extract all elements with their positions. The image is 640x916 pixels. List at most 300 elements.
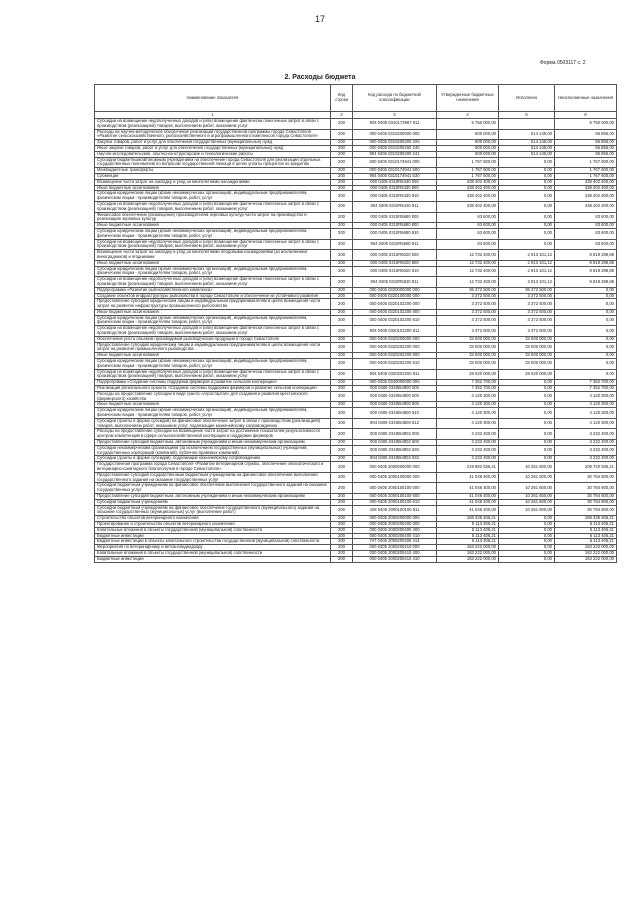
row-name: Субсидии юридическим лицам (кроме некоммерческих организаций), индивидуальным предпринимателям, физическим лицам - производителям товаров, работ, услуг [95,266,331,277]
row-approved: 4 120 300,00 [437,402,499,408]
row-budget-code: 904 0405 0320102200 811 [353,326,437,337]
row-approved: 83 600,00 [437,228,499,239]
row-approved: 33 000 000,00 [437,342,499,353]
row-line-code: 200 [331,499,353,505]
row-executed: 2 913 101,12 [499,250,555,261]
row-line-code: 200 [331,550,353,556]
column-number: 2 [331,112,353,119]
row-approved: 36 372 500,00 [437,287,499,293]
row-approved: 3 372 500,00 [437,293,499,299]
table-header-row [95,85,617,112]
row-unexecuted: 7 352 700,00 [555,380,617,386]
table-row [95,266,617,277]
table-row [95,369,617,380]
row-name: Капитальные вложения в объекты государственной (муниципальной) собственности [95,527,331,533]
row-budget-code: 000 0405 2000200410 400 [353,550,437,556]
row-budget-code: 000 0405 034I554802 600 [353,440,437,446]
budget-expenses-table [94,84,617,563]
row-executed: 514 145,00 [499,145,555,151]
row-name: Предоставление субсидий бюджетным, автономным учреждениям и иным некоммерческим организациям [95,440,331,446]
table-row [95,315,617,326]
row-budget-code: 000 0405 0320202200 000 [353,342,437,353]
row-name: Субсидии на возмещение недополученных доходов и (или) возмещение фактически понесенных затрат в связи с производством (реализацией) товаров, выполнением работ, оказанием услуг [95,369,331,380]
row-name: Иные бюджетные ассигнования [95,402,331,408]
row-approved: 4 120 300,00 [437,408,499,419]
row-budget-code: 000 0405 2000100100 610 [353,499,437,505]
row-unexecuted: 85 855,00 [555,145,617,151]
row-executed: 3 372 500,00 [499,309,555,315]
row-unexecuted: 5 113 406,21 [555,533,617,539]
row-line-code: 200 [331,359,353,370]
row-approved: 3 372 500,00 [437,299,499,310]
row-unexecuted: 5 113 406,21 [555,527,617,533]
row-budget-code: 000 0405 0310R5430 800 [353,185,437,191]
row-approved: 3 372 500,00 [437,326,499,337]
row-name: Иные бюджетные ассигнования [95,309,331,315]
row-executed: 0,00 [499,391,555,402]
row-name: Субсидии бюджетным учреждениям на финансовое обеспечение государственного (муниципального) задания на оказание государственных (муниципальных) услуг (выполнение работ) [95,505,331,516]
row-unexecuted: 438 402 400,00 [555,185,617,191]
row-unexecuted: 209 720 936,21 [555,462,617,473]
row-executed: 0,00 [499,456,555,462]
row-budget-code: 904 0405 0310R5680 811 [353,239,437,250]
column-number: 6 [555,112,617,119]
row-name: Мероприятия по ветеринарному и ветсанэпиднадзору [95,545,331,551]
table-row [95,445,617,456]
row-budget-code: 000 0405 2000200400 400 [353,527,437,533]
row-name: Субсидии юридическим лицам (кроме некоммерческих организаций), индивидуальным предпринимателям, физическим лицам - производителям товаров, работ, услуг [95,315,331,326]
row-approved: 168 335 406,21 [437,516,499,522]
row-line-code: 200 [331,472,353,483]
row-executed: 3 372 500,00 [499,315,555,326]
row-executed: 0,00 [499,185,555,191]
row-name: Субсидии (гранты в форме субсидий), подлежащие казначейскому сопровождению [95,456,331,462]
row-approved: 438 402 400,00 [437,191,499,202]
row-unexecuted: 9 819 298,88 [555,250,617,261]
row-executed: 3 372 500,00 [499,326,555,337]
row-budget-code: 747 0405 2000200400 414 [353,539,437,545]
row-executed: 0,00 [499,212,555,223]
table-row [95,418,617,429]
row-unexecuted: 9 819 298,88 [555,277,617,288]
row-unexecuted: 168 335 406,21 [555,516,617,522]
row-approved: 163 222 000,00 [437,556,499,562]
row-unexecuted: 30 784 800,00 [555,493,617,499]
row-line-code: 200 [331,408,353,419]
row-unexecuted: 3 232 400,00 [555,456,617,462]
row-unexecuted: 0,00 [555,299,617,310]
row-name: Подпрограмма «Развитие рыбохозяйственного комплекса» [95,287,331,293]
row-unexecuted: 9 819 298,88 [555,260,617,266]
row-executed: 0,00 [499,179,555,185]
row-unexecuted: 163 222 000,00 [555,545,617,551]
row-line-code: 200 [331,386,353,392]
row-unexecuted: 3 232 400,00 [555,440,617,446]
row-name: Закупка товаров, работ и услуг для обеспечения государственных (муниципальных) нужд [95,140,331,146]
row-executed: 2 913 101,12 [499,277,555,288]
row-name: Субсидии юридическим лицам (кроме некоммерческих организаций), индивидуальным предпринимателям, физическим лицам - производителям товаров, работ, услуг [95,408,331,419]
row-name: Предоставление субсидий юридическим лицам и индивидуальным предпринимателям в целях возмещения части затрат на развитие промышленного рыбоводства [95,342,331,353]
row-name: Предоставление субсидий бюджетным, автономным учреждениям и иным некоммерческим организациям [95,493,331,499]
row-line-code: 200 [331,223,353,229]
row-approved: 7 352 700,00 [437,380,499,386]
row-executed: 3 372 500,00 [499,299,555,310]
row-unexecuted: 5 750 000,00 [555,119,617,130]
row-executed: 33 000 000,00 [499,336,555,342]
row-name: Реализация регионального проекта «Создание системы поддержки фермеров и развитие сельской кооперации» [95,386,331,392]
row-unexecuted: 4 120 300,00 [555,391,617,402]
row-name: Субсидии на возмещение недополученных доходов и (или) возмещение фактически понесенных затрат в связи с производством (реализацией) товаров, выполнением работ, оказанием услуг [95,326,331,337]
row-approved: 3 372 500,00 [437,315,499,326]
row-approved: 33 000 000,00 [437,336,499,342]
row-approved: 29 020 000,00 [437,369,499,380]
row-budget-code: 000 0405 0310200200 240 [353,145,437,151]
row-line-code: 200 [331,179,353,185]
row-line-code: 200 [331,239,353,250]
row-approved: 41 046 400,00 [437,505,499,516]
table-row [95,472,617,483]
row-budget-code: 000 0405 0310R5430 810 [353,191,437,202]
row-budget-code: 000 0405 0310R5430 000 [353,179,437,185]
row-executed: 0,00 [499,380,555,386]
row-executed: 0,00 [499,516,555,522]
row-name: Расходы на научно-методическое обеспечение реализации государственной программы города Севастополя «Развитие сельскохозяйственного, рыбохозяйственного и агропромышленного комплексов города Севастополя» [95,129,331,140]
table-row [95,462,617,473]
row-executed: 0,00 [499,521,555,527]
row-line-code: 200 [331,260,353,266]
table-body [95,119,617,563]
table-row [95,326,617,337]
row-name: Обеспечение роста объемов производимой рыбоводческой продукции в городе Севастополе [95,336,331,342]
column-number: 3 [353,112,437,119]
row-line-code: 200 [331,402,353,408]
row-executed: 0,00 [499,539,555,545]
column-number: 5 [499,112,555,119]
row-budget-code: 000 0405 034I554802 000 [353,429,437,440]
form-code: Форма 0503117 с. 2 [540,60,586,66]
page-number: 17 [314,14,325,24]
row-line-code: 200 [331,145,353,151]
table-row [95,129,617,140]
table-row [95,239,617,250]
row-name: Иные закупки товаров, работ и услуг для обеспечения государственных (муниципальных) нужд [95,145,331,151]
row-budget-code: 000 0405 034I554800 800 [353,402,437,408]
row-executed: 0,00 [499,556,555,562]
row-approved: 163 222 000,00 [437,550,499,556]
row-approved: 438 402 400,00 [437,179,499,185]
row-line-code: 200 [331,129,353,140]
row-budget-code: 000 0405 0310R5020 800 [353,260,437,266]
row-unexecuted: 0,00 [555,359,617,370]
row-budget-code: 000 0405 2000100100 000 [353,483,437,494]
row-name: Субсидии на возмещение недополученных доходов и (или) возмещение фактически понесенных затрат в связи с производством (реализацией) товаров, выполнением работ, оказанием услуг [95,201,331,212]
row-line-code: 200 [331,287,353,293]
row-budget-code: 000 0405 2000100100 600 [353,493,437,499]
column-number: 4 [437,112,499,119]
row-unexecuted: 83 600,00 [555,212,617,223]
row-executed: 0,00 [499,408,555,419]
row-name: Субсидии юридическим лицам (кроме некоммерческих организаций), индивидуальным предпринимателям, физическим лицам - производителям товаров, работ, услуг [95,191,331,202]
table-row [95,119,617,130]
row-budget-code: 904 0405 0310R5430 811 [353,201,437,212]
row-budget-code: 904 0405 0310174941 530 [353,173,437,179]
table-row [95,250,617,261]
row-executed: 0,00 [499,402,555,408]
row-budget-code: 000 0405 2000100000 000 [353,472,437,483]
row-name: Субсидии юридическим лицам (кроме некоммерческих организаций), индивидуальным предпринимателям, физическим лицам - производителям товаров, работ, услуг [95,359,331,370]
row-budget-code: 904 0405 0310172987 811 [353,119,437,130]
row-executed [499,119,555,130]
row-name: Расходы на предоставление субсидии на возмещение части затрат на достижение показателей результативности центром компетенций в сфере сельскохозяйственной кооперации и поддержки фермеров [95,429,331,440]
table-row [95,299,617,310]
table-row [95,429,617,440]
row-unexecuted: 30 784 800,00 [555,472,617,483]
row-approved: 5 113 406,21 [437,521,499,527]
row-unexecuted: 163 222 000,00 [555,550,617,556]
row-line-code: 200 [331,336,353,342]
row-unexecuted: 0,00 [555,369,617,380]
row-executed: 0,00 [499,418,555,429]
row-executed: 0,00 [499,445,555,456]
section-title: 2. Расходы бюджета [284,74,356,81]
row-line-code: 200 [331,516,353,522]
row-executed: 0,00 [499,440,555,446]
row-approved: 163 222 000,00 [437,545,499,551]
row-executed: 33 000 000,00 [499,359,555,370]
row-line-code: 200 [331,539,353,545]
row-line-code: 200 [331,315,353,326]
row-budget-code: 000 0405 0310R5680 810 [353,228,437,239]
row-approved: 3 232 400,00 [437,445,499,456]
row-budget-code: 000 0405 0310R5020 000 [353,250,437,261]
row-executed: 514 145,00 [499,140,555,146]
row-line-code: 200 [331,429,353,440]
row-budget-code: 000 0405 0310200000 000 [353,129,437,140]
row-line-code: 200 [331,299,353,310]
row-approved: 7 352 700,00 [437,386,499,392]
row-unexecuted: 438 402 400,00 [555,179,617,185]
row-name: Иные бюджетные ассигнования [95,260,331,266]
row-line-code: 200 [331,353,353,359]
row-approved: 3 232 400,00 [437,456,499,462]
row-budget-code: 000 0405 0320100000 000 [353,293,437,299]
row-approved: 600 000,00 [437,140,499,146]
row-name: Научно-исследовательские, опытно-конструкторские и технологические работы [95,151,331,157]
row-executed: 0,00 [499,173,555,179]
table-row [95,201,617,212]
row-approved: 4 120 300,00 [437,391,499,402]
row-approved: 12 732 400,00 [437,277,499,288]
row-line-code: 200 [331,342,353,353]
row-approved: 1 767 600,00 [437,173,499,179]
row-approved: 1 767 600,00 [437,168,499,174]
row-budget-code: 000 0405 2000200000 000 [353,516,437,522]
row-unexecuted: 5 113 406,21 [555,521,617,527]
row-executed: 0,00 [499,545,555,551]
row-unexecuted: 83 600,00 [555,223,617,229]
row-unexecuted: 0,00 [555,326,617,337]
row-name: Проектирование и строительство объектов ветеринарного назначения [95,521,331,527]
row-unexecuted: 1 767 600,00 [555,157,617,168]
column-number: 1 [95,112,331,119]
row-unexecuted: 3 232 400,00 [555,429,617,440]
row-executed: 0,00 [499,527,555,533]
row-approved: 83 600,00 [437,223,499,229]
row-executed: 10 261 600,00 [499,462,555,473]
row-line-code: 200 [331,157,353,168]
row-budget-code: 904 0405 0310R5020 811 [353,277,437,288]
table-row [95,212,617,223]
row-unexecuted: 85 855,00 [555,129,617,140]
row-budget-code: 000 0405 2000000000 000 [353,462,437,473]
row-budget-code: 000 0405 0310R5020 810 [353,266,437,277]
row-budget-code: 000 0405 0320102200 000 [353,299,437,310]
row-approved: 5 113 406,21 [437,527,499,533]
row-name: Предоставление субсидий юридическим лицам и индивидуальным предпринимателям в целях возмещения части затрат на развитие инфраструктуры промышленного рыболовства [95,299,331,310]
row-unexecuted: 0,00 [555,309,617,315]
row-line-code: 200 [331,445,353,456]
row-unexecuted: 438 402 400,00 [555,201,617,212]
row-name: Бюджетные инвестиции [95,533,331,539]
row-executed: 0,00 [499,223,555,229]
row-budget-code: 904 0405 0310200200 241 [353,151,437,157]
header-approved: Утвержденные бюджетные назначения [437,85,499,112]
row-unexecuted: 3 232 400,00 [555,445,617,456]
row-approved: 12 732 400,00 [437,250,499,261]
row-unexecuted: 0,00 [555,293,617,299]
row-budget-code: 000 0405 0310174941 500 [353,168,437,174]
row-name: Субсидии на возмещение недополученных доходов и (или) возмещение фактически понесенных затрат в связи с производством (реализацией) товаров, выполнением работ, оказанием услуг [95,239,331,250]
row-name: Субсидии бюджетным учреждениям [95,499,331,505]
row-approved: 33 000 000,00 [437,359,499,370]
row-approved: 41 046 400,00 [437,499,499,505]
header-executed: Исполнено [499,85,555,112]
row-line-code: 200 [331,173,353,179]
table-row [95,483,617,494]
row-budget-code: 000 0405 0310200200 200 [353,140,437,146]
row-name: Бюджетные инвестиции в объекты капитального строительства государственной (муниципальной) собственности [95,539,331,545]
row-name: Возмещение части затрат на закладку и уход за многолетними плодовыми насаждениями (за исключением виноградников) и ягодниками [95,250,331,261]
row-budget-code: 000 0405 0310R5680 000 [353,212,437,223]
table-row [95,408,617,419]
row-line-code: 200 [331,228,353,239]
table-row [95,505,617,516]
row-unexecuted: 83 600,00 [555,228,617,239]
row-approved: 83 600,00 [437,239,499,250]
header-line-code: Код строки [331,85,353,112]
row-executed: 0,00 [499,168,555,174]
row-name: Субсидии бюджетным учреждениям на финансовое обеспечение выполнения государственного задания на оказание государственных услуг [95,483,331,494]
row-name: Субсидии (гранты в форме субсидий) на финансовое обеспечение затрат в связи с производством (реализацией) товаров, выполнением работ, оказанием услуг, подлежащие казначейскому сопровождению [95,418,331,429]
row-budget-code: 000 0405 034I554802 630 [353,445,437,456]
row-line-code: 200 [331,533,353,539]
row-executed: 0,00 [499,228,555,239]
row-approved: 219 982 536,21 [437,462,499,473]
row-name: Капитальные вложения в объекты государственной (муниципальной) собственности [95,550,331,556]
row-executed: 10 261 600,00 [499,472,555,483]
row-line-code: 200 [331,309,353,315]
row-name: Субсидии на возмещение недополученных доходов и (или) возмещение фактически понесенных затрат в связи с производством (реализацией) товаров, выполнением работ, оказанием услуг [95,277,331,288]
row-budget-code: 000 0405 2000200400 000 [353,521,437,527]
row-executed: 0,00 [499,429,555,440]
row-approved: 12 732 400,00 [437,266,499,277]
row-unexecuted: 1 767 600,00 [555,173,617,179]
row-line-code: 200 [331,119,353,130]
row-budget-code: 904 0405 034I554802 632 [353,456,437,462]
header-name: Наименование показателя [95,85,331,112]
row-unexecuted: 83 600,00 [555,239,617,250]
row-budget-code: 000 0405 0340000000 000 [353,380,437,386]
row-unexecuted: 30 784 800,00 [555,499,617,505]
row-name: Возмещение части затрат на закладку и уход за многолетними насаждениями [95,179,331,185]
row-line-code: 200 [331,521,353,527]
row-unexecuted: 7 352 700,00 [555,386,617,392]
table-row [95,391,617,402]
row-name: Строительство объектов ветеринарного назначения [95,516,331,522]
row-name: Субсидии бюджетным/автономным учреждениям на обеспечение города Севастополя для реализации отдельных государственных полномочий по вопросам государственной помощи в целях уплаты процентов по кредитам [95,157,331,168]
row-approved: 3 372 500,00 [437,309,499,315]
row-unexecuted: 85 855,00 [555,151,617,157]
row-approved: 41 046 400,00 [437,493,499,499]
row-executed: 29 020 000,00 [499,369,555,380]
row-executed: 33 000 000,00 [499,353,555,359]
row-line-code: 200 [331,369,353,380]
table-row [95,191,617,202]
row-executed: 10 261 600,00 [499,499,555,505]
row-unexecuted: 85 855,00 [555,140,617,146]
row-line-code: 200 [331,185,353,191]
row-unexecuted: 0,00 [555,353,617,359]
row-approved: 600 000,00 [437,145,499,151]
row-name: Предоставление субсидий государственным бюджетным учреждениям на финансовое обеспечение выполнения государственного задания на оказание государственных услуг [95,472,331,483]
row-name: Подпрограмма «Создание системы поддержки фермеров и развитие сельской кооперации» [95,380,331,386]
table-row [95,359,617,370]
row-unexecuted: 5 113 406,21 [555,539,617,545]
row-name: Субсидии на возмещение недополученных доходов и (или) возмещение фактически понесенных затрат в связи с производством (реализацией) товаров, выполнением работ, оказанием услуг [95,119,331,130]
row-budget-code: 904 0405 034I554800 812 [353,418,437,429]
row-budget-code: 000 0405 0320202200 810 [353,359,437,370]
row-unexecuted: 0,00 [555,342,617,353]
row-budget-code: 904 0405 0320202200 811 [353,369,437,380]
row-executed: 36 372 500,00 [499,287,555,293]
table-row [95,556,617,562]
row-unexecuted: 4 120 300,00 [555,402,617,408]
row-unexecuted: 0,00 [555,315,617,326]
row-approved: 5 113 406,21 [437,539,499,545]
row-approved: 5 113 406,21 [437,533,499,539]
row-line-code: 200 [331,556,353,562]
table-row [95,157,617,168]
row-budget-code: 000 0405 034I554800 000 [353,391,437,402]
row-approved: 4 120 300,00 [437,418,499,429]
column-numbers-row [95,112,617,119]
header-unexecuted: Неисполненные назначения [555,85,617,112]
row-approved: 83 600,00 [437,212,499,223]
row-approved: 438 402 400,00 [437,185,499,191]
row-line-code: 200 [331,440,353,446]
row-line-code: 200 [331,201,353,212]
row-budget-code: 000 0405 0320200000 000 [353,336,437,342]
row-executed: 0,00 [499,533,555,539]
row-line-code: 200 [331,462,353,473]
row-executed: 2 913 101,12 [499,266,555,277]
row-approved: 5 750 000,00 [437,119,499,130]
row-executed: 10 261 600,00 [499,505,555,516]
row-line-code: 200 [331,418,353,429]
row-line-code: 200 [331,391,353,402]
row-unexecuted: 438 402 400,00 [555,191,617,202]
row-line-code: 200 [331,277,353,288]
